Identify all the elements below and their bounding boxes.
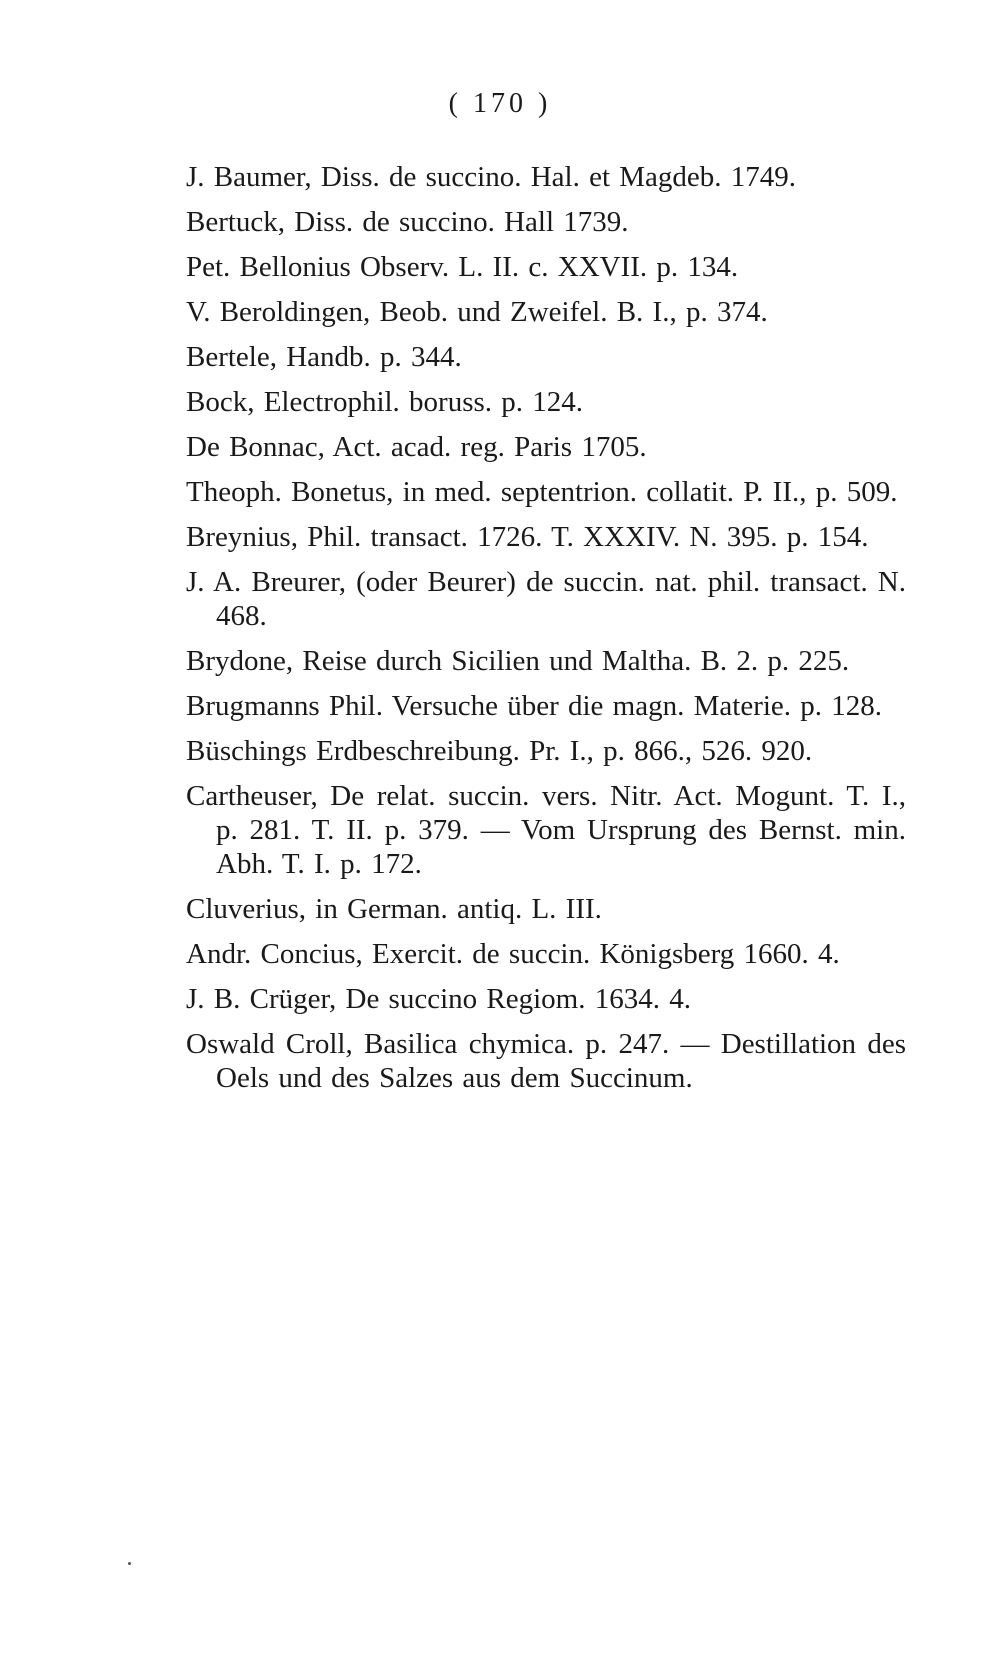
bibliography-entry: Andr. Concius, Exercit. de succin. Königsberg 1660. 4.	[186, 938, 840, 970]
bibliography-entry: Cartheuser, De relat. succin. vers. Nitr. Act. Mogunt. T. I., p. 281. T. II. p. 379. — Vom Ursprung des Bernst. min. Abh. T. I. p. 172.	[186, 780, 906, 880]
bibliography-entry: Büschings Erdbeschreibung. Pr. I., p. 866., 526. 920.	[186, 735, 813, 767]
bibliography-entry: Oswald Croll, Basilica chymica. p. 247. — Destillation des Oels und des Salzes aus dem Succinum.	[186, 1028, 906, 1094]
bibliography-entry: J. Baumer, Diss. de succino. Hal. et Magdeb. 1749.	[186, 161, 797, 193]
bibliography-entry: Breynius, Phil. transact. 1726. T. XXXIV. N. 395. p. 154.	[186, 521, 869, 553]
page-number: ( 170 )	[448, 88, 552, 119]
bibliography-entry: J. A. Breurer, (oder Beurer) de succin. nat. phil. transact. N. 468.	[186, 566, 906, 632]
bibliography-entry: Brugmanns Phil. Versuche über die magn. Materie. p. 128.	[186, 690, 883, 722]
bibliography-entry: Bock, Electrophil. boruss. p. 124.	[186, 386, 584, 418]
bibliography-entry: J. B. Crüger, De succino Regiom. 1634. 4.	[186, 983, 691, 1015]
bibliography-entry: Bertele, Handb. p. 344.	[186, 341, 462, 373]
bibliography-entry: De Bonnac, Act. acad. reg. Paris 1705.	[186, 431, 647, 463]
bibliography-entry: Pet. Bellonius Observ. L. II. c. XXVII. p. 134.	[186, 251, 739, 283]
bibliography-entry: Brydone, Reise durch Sicilien und Maltha. B. 2. p. 225.	[186, 645, 850, 677]
bibliography-entry: V. Beroldingen, Beob. und Zweifel. B. I., p. 374.	[186, 296, 768, 328]
bibliography-entry: Bertuck, Diss. de succino. Hall 1739.	[186, 206, 629, 238]
bibliography-list	[186, 160, 906, 1106]
stray-ink-mark	[128, 1562, 131, 1565]
bibliography-entry: Cluverius, in German. antiq. L. III.	[186, 893, 602, 925]
bibliography-entry: Theoph. Bonetus, in med. septentrion. collatit. P. II., p. 509.	[186, 476, 898, 508]
